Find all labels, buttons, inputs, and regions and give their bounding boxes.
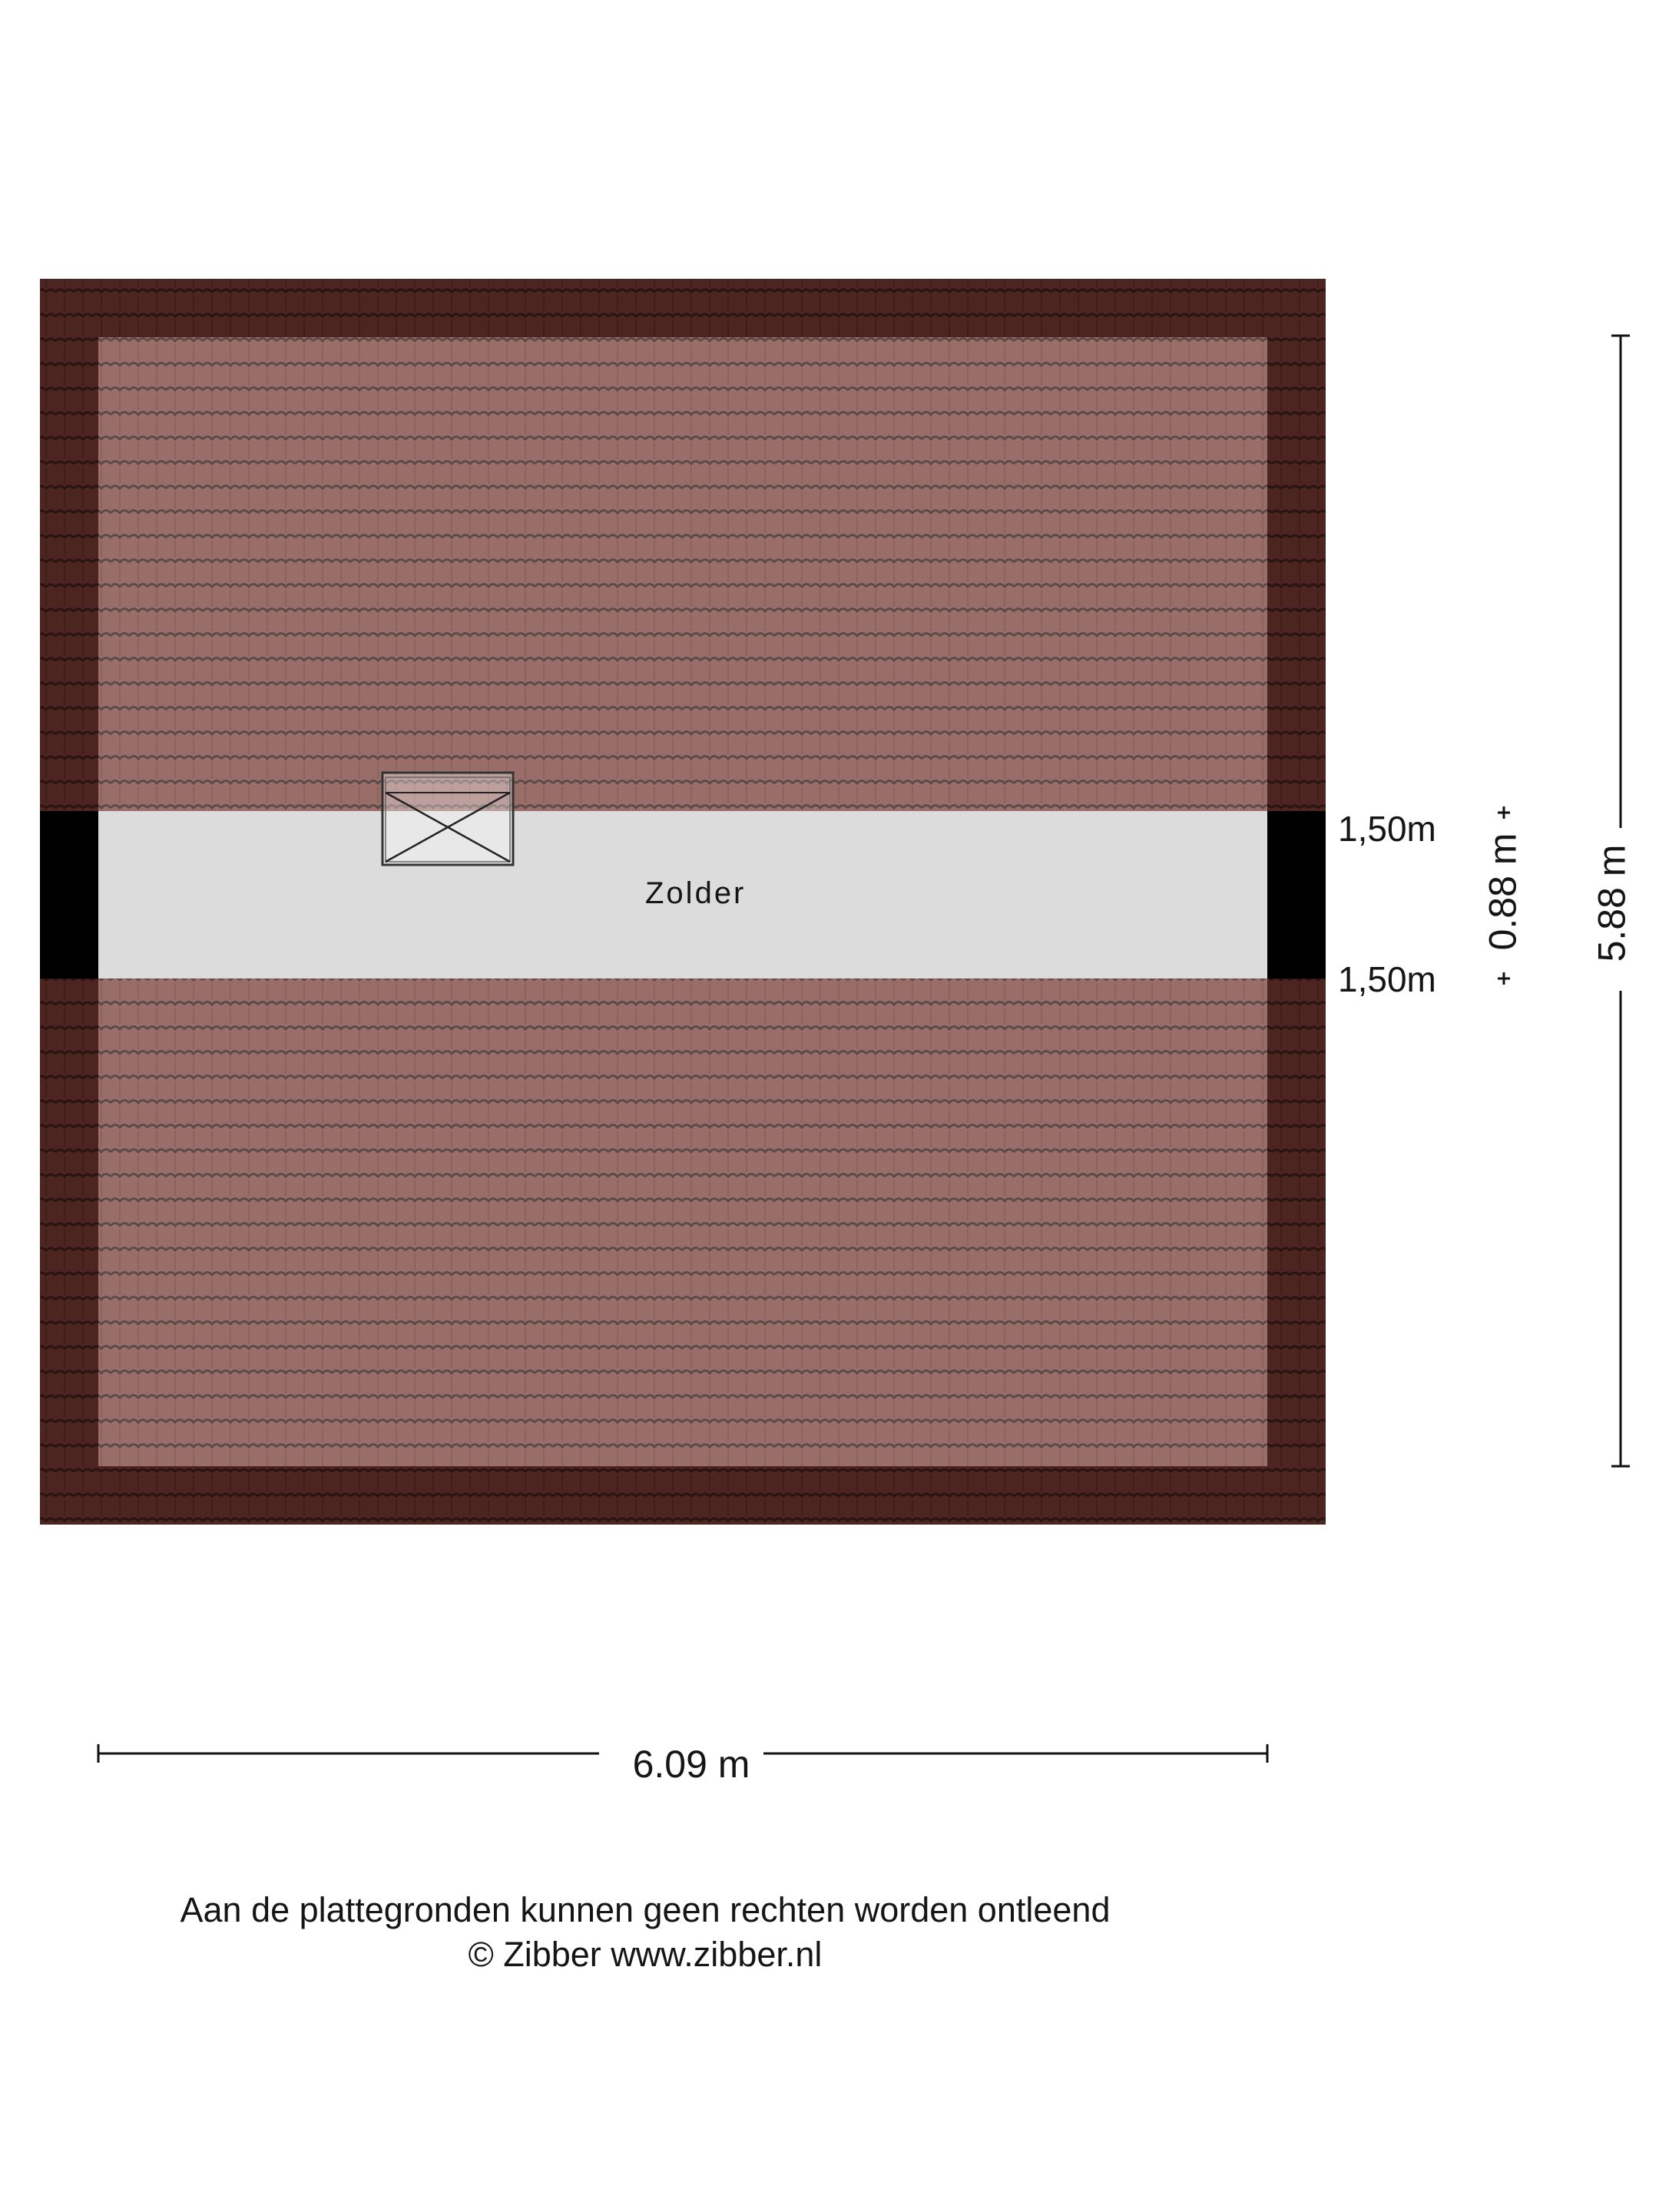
footer xyxy=(0,1888,1290,1977)
strip-dimension-label: 0.88 m xyxy=(1481,833,1525,951)
roof-hatch-icon xyxy=(382,773,513,865)
copyright-text: © Zibber www.zibber.nl xyxy=(468,1935,823,1974)
wall-right xyxy=(1267,811,1326,979)
disclaimer-text: Aan de plattegronden kunnen geen rechten worden ontleend xyxy=(180,1890,1111,1929)
depth-dimension-label: 5.88 m xyxy=(1590,844,1634,962)
wall-left xyxy=(40,811,98,979)
room-label-zolder: Zolder xyxy=(645,876,747,910)
width-dimension-label: 6.09 m xyxy=(632,1743,750,1786)
ceiling-height-lower: 1,50m xyxy=(1338,959,1436,999)
ceiling-height-upper: 1,50m xyxy=(1338,809,1436,849)
